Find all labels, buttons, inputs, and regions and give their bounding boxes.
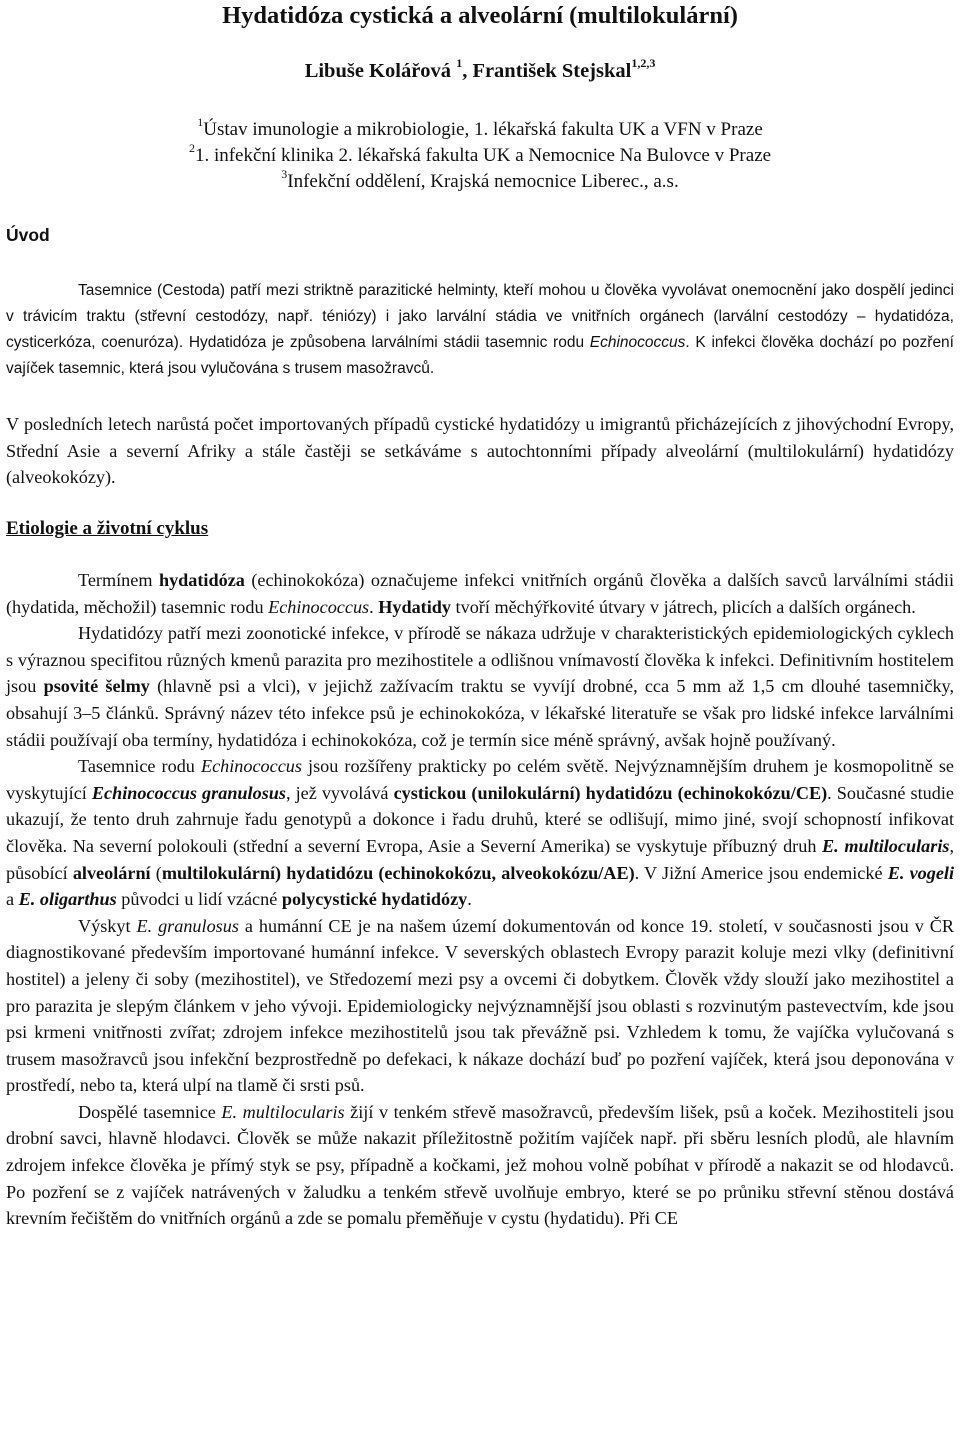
intro-paragraph xyxy=(6,278,954,382)
p1-bold-term: hydatidóza xyxy=(158,570,245,590)
paragraph-5 xyxy=(6,1099,954,1232)
author-1-sup: 1 xyxy=(456,56,463,71)
affiliation-1-sup: 1 xyxy=(197,114,204,129)
p1-text: Termínem xyxy=(78,570,159,590)
p3-text-2: jsou rozšířeny prakticky po celém světě. Nejvýznamnějším druhem je kosmopolitně se vyskytující xyxy=(6,756,955,803)
affiliation-2-sup: 2 xyxy=(188,140,195,155)
p3-species-multilocularis: E. multilocularis xyxy=(822,835,950,856)
p3-species-granulosus: Echinococcus granulosus xyxy=(91,782,286,803)
author-1: Libuše Kolářová xyxy=(304,60,452,82)
p3-text-4: . Současné studie ukazují, že tento druh zahrnuje řadu genotypů a dokonce i řadu druhů, které se odlišují, mimo jiné, svojí schopností infikovat člověka. Na severní polokouli (střední a severní Evropa, Asie a Severní Amerika) se vyskytuje příbuzný druh xyxy=(6,782,954,856)
p1-bold-term-2: Hydatidy xyxy=(378,596,451,617)
intro-text-c: V posledních letech narůstá počet importovaných případů cystické hydatidózy u imigrantů přicházejících z jihovýchodní Evropy, Střední Asie a severní Afriky a stále častěji se setkáváme s autochtonními případy alveolární (multilokulární) hydatidózy (alveokokózy). xyxy=(6,414,954,487)
p2-text: Hydatidózy patří mezi zoonotické infekce, v přírodě se nákaza udržuje v charakteristických epidemiologických cyklech s výraznou specifitou různých kmenů parazita pro mezihostitele a odlišnou vnímavostí člověka k infekci. Definitivním hostitelem jsou xyxy=(6,623,954,697)
p5-species: E. multilocularis xyxy=(221,1101,345,1122)
p3-text-10: . xyxy=(467,889,472,910)
p4-text-2: a humánní CE je na našem území dokumentován od konce 19. století, v současnosti jsou v ČR diagnostikované především importované humánní infekce. V severských oblastech Evropy parazit koluje mezi vlky (definitivní hostitel) a jeleny či soby (mezihostitel), ve Středozemí mezi psy a ovcemi či dobytkem. Člověk vždy slouží jako mezihostitel a pro parazita je slepým článkem v jeho vývoji. Epidemiologicky nejvýznamnější jsou oblasti s rozvinutým pastevectvím, kde jsou psi krmeni vnitřnosti zvířat; zdrojem infekce mezihostitelů jsou tak převážně psi. Vzhledem k tomu, že vajíčka vylučovaná s trusem masožravců jsou infekční bezprostředně po defekaci, k nákaze dochází buď po pozření vajíček, která jsou deponována v prostředí, nebo ta, která ulpí na tlamě či srsti psů. xyxy=(6,915,954,1096)
paragraph-3 xyxy=(6,753,954,913)
page-title: Hydatidóza cystická a alveolární (multilokulární) xyxy=(222,2,738,29)
intro-text-a: Tasemnice (Cestoda) patří mezi striktně parazitické helminty, kteří mohou u člověka vyvolávat onemocnění jako dospělí jedinci v trávicím traktu (střevní cestodózy, např. téniózy) i jako larvální stádia ve vnitřních orgánech (larvální cestodózy – hydatidóza, cysticerkóza, coenuróza). Hydatidóza je způsobena larválními stádii tasemnic rodu xyxy=(6,282,954,351)
paragraph-4 xyxy=(6,913,954,1099)
author-2-sup: 1,2,3 xyxy=(631,56,656,71)
p3-text: Tasemnice rodu xyxy=(78,756,201,777)
etiology-body xyxy=(6,567,954,1232)
section-heading-uvod: Úvod xyxy=(6,225,50,245)
intro-text-b: . K infekci člověka dochází po pozření vajíček tasemnic, která jsou vylučována s trusem masožravců. xyxy=(6,334,954,377)
p1-text-2: (echinokokóza) označujeme infekci vnitřních orgánů člověka a dalších savců larválními stádii (hydatida, měchožil) tasemnic rodu xyxy=(6,570,954,617)
p3-text-8: a xyxy=(6,889,19,910)
affiliation-2 xyxy=(6,140,954,168)
p3-genus: Echinococcus xyxy=(200,756,302,777)
section-heading-etiologie: Etiologie a životní cyklus xyxy=(6,518,209,539)
author-2: František Stejskal xyxy=(472,60,632,82)
p3-bold-ce: cystickou (unilokulární) hydatidózu (echinokokózu/CE) xyxy=(393,782,828,803)
p3-bold-polycystic: polycystické hydatidózy xyxy=(281,889,468,910)
p3-species-oligarthus: E. oligarthus xyxy=(18,889,117,910)
p2-bold-term: psovité šelmy xyxy=(43,676,150,697)
affiliation-3-text: Infekční oddělení, Krajská nemocnice Liberec., a.s. xyxy=(287,171,679,192)
p3-species-vogeli: E. vogeli xyxy=(887,862,955,883)
p4-text: Výskyt xyxy=(78,915,137,936)
affiliation-2-text: 1. infekční klinika 2. lékařská fakulta UK a Nemocnice Na Bulovce v Praze xyxy=(194,145,772,166)
affiliation-3-sup: 3 xyxy=(281,166,288,181)
p5-text: Dospělé tasemnice xyxy=(78,1101,222,1122)
affiliation-1-text: Ústav imunologie a mikrobiologie, 1. lékařská fakulta UK a VFN v Praze xyxy=(203,119,763,140)
p3-text-3: , jež vyvolává xyxy=(285,782,394,803)
p1-text-4: tvoří měchýřkovité útvary v játrech, plicích a dalších orgánech. xyxy=(451,596,916,617)
p3-text-6: ( xyxy=(150,862,162,883)
p3-text-5: , působící xyxy=(6,835,954,883)
p4-species: E. granulosus xyxy=(136,915,239,936)
p2-text-2: (hlavně psi a vlci), v jejichž zažívacím traktu se vyvíjí drobné, cca 5 mm až 1,5 cm dlouhé tasemničky, obsahují 3–5 článků. Správný název této infekce psů je echinokokóza, v lékařské literatuře se však pro lidské infekce larválními stádii používají oba termíny, hydatidóza i echinokokóza, což je termín sice méně správný, avšak hojně používaný. xyxy=(6,676,954,750)
p1-genus: Echinococcus xyxy=(268,596,370,617)
p3-text-7: . V Jižní Americe jsou endemické xyxy=(634,862,888,883)
affiliation-1 xyxy=(6,114,954,142)
intro-paragraph-cont xyxy=(6,411,954,491)
intro-genus: Echinococcus xyxy=(589,334,686,351)
p1-text-3: . xyxy=(369,596,379,617)
p3-text-9: původci u lidí vzácné xyxy=(116,889,282,910)
p3-bold-ae: multilokulární) hydatidózu (echinokokózu, alveokokózu/AE) xyxy=(161,862,635,883)
p5-text-2: žijí v tenkém střevě masožravců, především lišek, psů a koček. Mezihostiteli jsou drobní savci, hlavně hlodavci. Člověk se může nakazit příležitostně požitím vajíček např. při sběru lesních plodů, ale hlavním zdrojem infekce člověka je přímý styk se psy, případně a kočkami, jež mohou volně pobíhat v přírodě a nakazit se od hlodavců. Po pozření se z vajíček natrávených v žaludku a tenkém střevě uvolňuje embryo, které se po průniku střevní stěnou dostává krevním řečištěm do vnitřních orgánů a zde se pomalu přeměňuje v cystu (hydatidu). Při CE xyxy=(6,1101,954,1229)
author-separator: , xyxy=(462,60,473,82)
affiliation-3 xyxy=(6,166,954,194)
paragraph-1 xyxy=(6,567,954,620)
p3-bold-alveolar: alveolární xyxy=(72,862,151,883)
authors-line xyxy=(6,58,954,84)
paragraph-2 xyxy=(6,620,954,753)
